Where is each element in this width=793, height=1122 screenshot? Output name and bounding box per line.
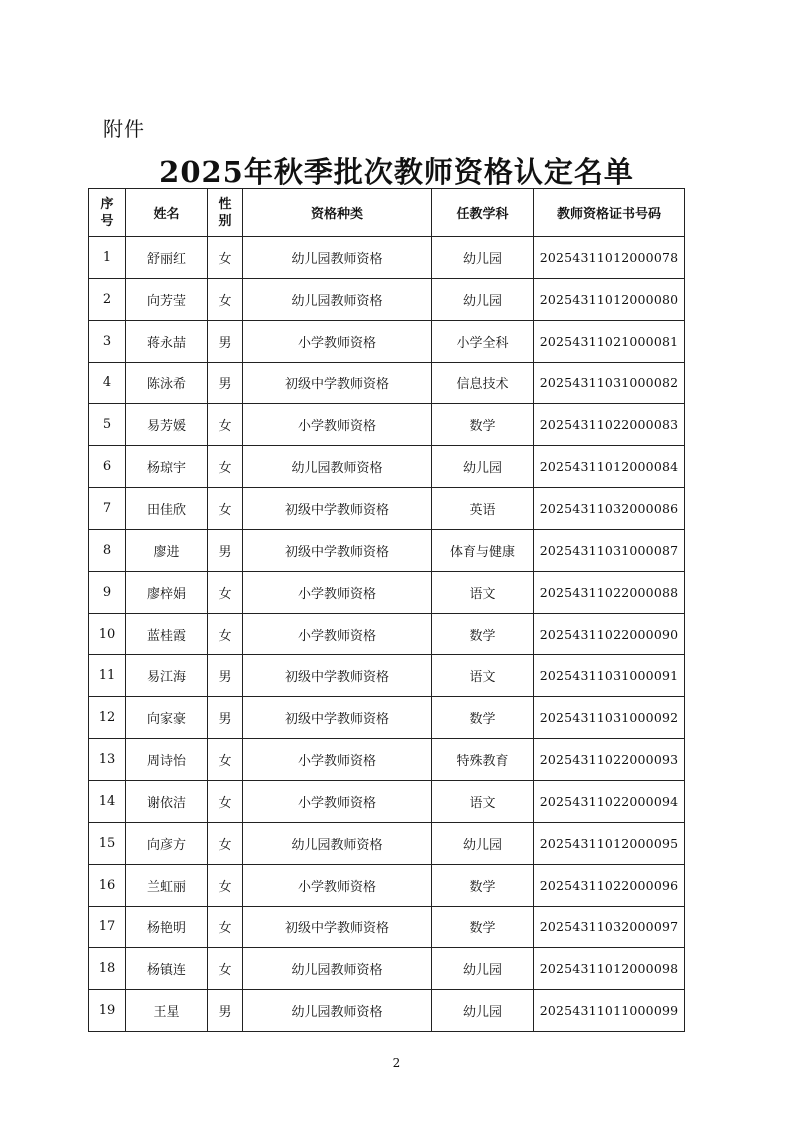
cell-subject: 信息技术 bbox=[432, 362, 534, 404]
cell-name: 兰虹丽 bbox=[126, 864, 208, 906]
cell-seq: 1 bbox=[89, 237, 126, 279]
cell-cert-no: 20254311021000081 bbox=[534, 320, 685, 362]
table-row bbox=[89, 697, 685, 739]
cell-gender: 女 bbox=[208, 446, 243, 488]
table-row bbox=[89, 822, 685, 864]
table-row bbox=[89, 446, 685, 488]
cell-subject: 数学 bbox=[432, 906, 534, 948]
cell-cert-no: 20254311022000096 bbox=[534, 864, 685, 906]
cell-name: 蒋永喆 bbox=[126, 320, 208, 362]
cell-qualification: 小学教师资格 bbox=[243, 571, 432, 613]
cell-gender: 男 bbox=[208, 697, 243, 739]
cell-subject: 幼儿园 bbox=[432, 822, 534, 864]
cell-subject: 数学 bbox=[432, 613, 534, 655]
cell-gender: 女 bbox=[208, 488, 243, 530]
cell-seq: 15 bbox=[89, 822, 126, 864]
page-number: 2 bbox=[392, 1056, 401, 1070]
cell-gender: 女 bbox=[208, 404, 243, 446]
cell-seq: 3 bbox=[89, 320, 126, 362]
cell-seq: 11 bbox=[89, 655, 126, 697]
table-row bbox=[89, 739, 685, 781]
table-header-row bbox=[89, 189, 685, 237]
cell-gender: 女 bbox=[208, 864, 243, 906]
cell-seq: 17 bbox=[89, 906, 126, 948]
cell-cert-no: 20254311022000090 bbox=[534, 613, 685, 655]
cell-subject: 幼儿园 bbox=[432, 990, 534, 1032]
table-row bbox=[89, 780, 685, 822]
header-seq-line1: 序 bbox=[100, 196, 114, 212]
cell-cert-no: 20254311012000080 bbox=[534, 278, 685, 320]
cell-gender: 男 bbox=[208, 655, 243, 697]
cell-seq: 6 bbox=[89, 446, 126, 488]
cell-gender: 男 bbox=[208, 320, 243, 362]
cell-cert-no: 20254311022000083 bbox=[534, 404, 685, 446]
cell-qualification: 小学教师资格 bbox=[243, 613, 432, 655]
cell-name: 廖进 bbox=[126, 529, 208, 571]
cell-qualification: 小学教师资格 bbox=[243, 780, 432, 822]
cell-qualification: 小学教师资格 bbox=[243, 320, 432, 362]
cell-seq: 14 bbox=[89, 780, 126, 822]
cell-qualification: 初级中学教师资格 bbox=[243, 529, 432, 571]
cell-seq: 9 bbox=[89, 571, 126, 613]
cell-seq: 16 bbox=[89, 864, 126, 906]
cell-cert-no: 20254311031000082 bbox=[534, 362, 685, 404]
cell-subject: 特殊教育 bbox=[432, 739, 534, 781]
cell-cert-no: 20254311012000084 bbox=[534, 446, 685, 488]
table-body bbox=[89, 237, 685, 1032]
cell-name: 易江海 bbox=[126, 655, 208, 697]
cell-qualification: 幼儿园教师资格 bbox=[243, 948, 432, 990]
cell-subject: 小学全科 bbox=[432, 320, 534, 362]
cell-name: 田佳欣 bbox=[126, 488, 208, 530]
cell-cert-no: 20254311022000093 bbox=[534, 739, 685, 781]
cell-seq: 7 bbox=[89, 488, 126, 530]
table-row bbox=[89, 655, 685, 697]
cell-seq: 13 bbox=[89, 739, 126, 781]
table-row bbox=[89, 529, 685, 571]
header-gender bbox=[208, 189, 243, 237]
cell-cert-no: 20254311022000094 bbox=[534, 780, 685, 822]
table-row bbox=[89, 362, 685, 404]
table-row bbox=[89, 320, 685, 362]
cell-qualification: 幼儿园教师资格 bbox=[243, 237, 432, 279]
cell-qualification: 小学教师资格 bbox=[243, 864, 432, 906]
cell-name: 向彦方 bbox=[126, 822, 208, 864]
table-row bbox=[89, 404, 685, 446]
header-gender-line2: 别 bbox=[218, 213, 232, 229]
table-row bbox=[89, 990, 685, 1032]
cell-name: 向家豪 bbox=[126, 697, 208, 739]
cell-qualification: 幼儿园教师资格 bbox=[243, 990, 432, 1032]
cell-subject: 幼儿园 bbox=[432, 278, 534, 320]
header-seq bbox=[89, 189, 126, 237]
cell-gender: 女 bbox=[208, 948, 243, 990]
cell-subject: 英语 bbox=[432, 488, 534, 530]
cell-gender: 女 bbox=[208, 613, 243, 655]
cell-gender: 女 bbox=[208, 906, 243, 948]
cell-gender: 男 bbox=[208, 362, 243, 404]
page-title: 2025年秋季批次教师资格认定名单 bbox=[159, 155, 634, 189]
table-row bbox=[89, 488, 685, 530]
cell-qualification: 幼儿园教师资格 bbox=[243, 822, 432, 864]
cell-name: 王星 bbox=[126, 990, 208, 1032]
cell-gender: 女 bbox=[208, 780, 243, 822]
cell-seq: 10 bbox=[89, 613, 126, 655]
cell-name: 陈泳希 bbox=[126, 362, 208, 404]
cell-qualification: 初级中学教师资格 bbox=[243, 906, 432, 948]
cell-name: 向芳莹 bbox=[126, 278, 208, 320]
cell-subject: 数学 bbox=[432, 864, 534, 906]
cell-gender: 男 bbox=[208, 529, 243, 571]
cell-qualification: 初级中学教师资格 bbox=[243, 488, 432, 530]
table-row bbox=[89, 237, 685, 279]
cell-qualification: 初级中学教师资格 bbox=[243, 655, 432, 697]
header-subject: 任教学科 bbox=[432, 189, 534, 237]
table-row bbox=[89, 864, 685, 906]
cell-gender: 女 bbox=[208, 278, 243, 320]
cell-seq: 8 bbox=[89, 529, 126, 571]
cell-name: 蓝桂霞 bbox=[126, 613, 208, 655]
cell-qualification: 小学教师资格 bbox=[243, 404, 432, 446]
cell-seq: 19 bbox=[89, 990, 126, 1032]
header-cert-no: 教师资格证书号码 bbox=[534, 189, 685, 237]
cell-cert-no: 20254311022000088 bbox=[534, 571, 685, 613]
header-qualification: 资格种类 bbox=[243, 189, 432, 237]
attachment-label: 附件 bbox=[103, 117, 145, 141]
cell-qualification: 幼儿园教师资格 bbox=[243, 278, 432, 320]
cell-seq: 18 bbox=[89, 948, 126, 990]
table-row bbox=[89, 906, 685, 948]
cell-subject: 数学 bbox=[432, 697, 534, 739]
cell-qualification: 初级中学教师资格 bbox=[243, 362, 432, 404]
cell-qualification: 初级中学教师资格 bbox=[243, 697, 432, 739]
cell-cert-no: 20254311012000095 bbox=[534, 822, 685, 864]
cell-cert-no: 20254311012000078 bbox=[534, 237, 685, 279]
cell-name: 舒丽红 bbox=[126, 237, 208, 279]
table-row bbox=[89, 948, 685, 990]
cell-name: 谢依洁 bbox=[126, 780, 208, 822]
cell-seq: 12 bbox=[89, 697, 126, 739]
cell-cert-no: 20254311032000086 bbox=[534, 488, 685, 530]
table-row bbox=[89, 571, 685, 613]
cell-cert-no: 20254311031000087 bbox=[534, 529, 685, 571]
header-name: 姓名 bbox=[126, 189, 208, 237]
cell-subject: 语文 bbox=[432, 655, 534, 697]
certification-table bbox=[88, 188, 685, 1032]
cell-name: 廖梓娟 bbox=[126, 571, 208, 613]
cell-cert-no: 20254311031000092 bbox=[534, 697, 685, 739]
cell-gender: 男 bbox=[208, 990, 243, 1032]
cell-gender: 女 bbox=[208, 571, 243, 613]
header-gender-line1: 性 bbox=[218, 196, 232, 212]
table-row bbox=[89, 613, 685, 655]
cell-subject: 语文 bbox=[432, 780, 534, 822]
cell-subject: 幼儿园 bbox=[432, 948, 534, 990]
cell-seq: 4 bbox=[89, 362, 126, 404]
cell-cert-no: 20254311031000091 bbox=[534, 655, 685, 697]
cell-subject: 幼儿园 bbox=[432, 446, 534, 488]
cell-subject: 语文 bbox=[432, 571, 534, 613]
cell-gender: 女 bbox=[208, 739, 243, 781]
cell-name: 易芳媛 bbox=[126, 404, 208, 446]
cell-name: 杨琼宇 bbox=[126, 446, 208, 488]
cell-seq: 2 bbox=[89, 278, 126, 320]
cell-name: 杨艳明 bbox=[126, 906, 208, 948]
cell-cert-no: 20254311012000098 bbox=[534, 948, 685, 990]
table-row bbox=[89, 278, 685, 320]
cell-subject: 幼儿园 bbox=[432, 237, 534, 279]
cell-seq: 5 bbox=[89, 404, 126, 446]
cell-cert-no: 20254311011000099 bbox=[534, 990, 685, 1032]
cell-subject: 体育与健康 bbox=[432, 529, 534, 571]
cell-gender: 女 bbox=[208, 822, 243, 864]
cell-name: 杨镇连 bbox=[126, 948, 208, 990]
cell-name: 周诗怡 bbox=[126, 739, 208, 781]
cell-subject: 数学 bbox=[432, 404, 534, 446]
cell-qualification: 幼儿园教师资格 bbox=[243, 446, 432, 488]
cell-cert-no: 20254311032000097 bbox=[534, 906, 685, 948]
header-seq-line2: 号 bbox=[100, 213, 114, 229]
cell-gender: 女 bbox=[208, 237, 243, 279]
cell-qualification: 小学教师资格 bbox=[243, 739, 432, 781]
